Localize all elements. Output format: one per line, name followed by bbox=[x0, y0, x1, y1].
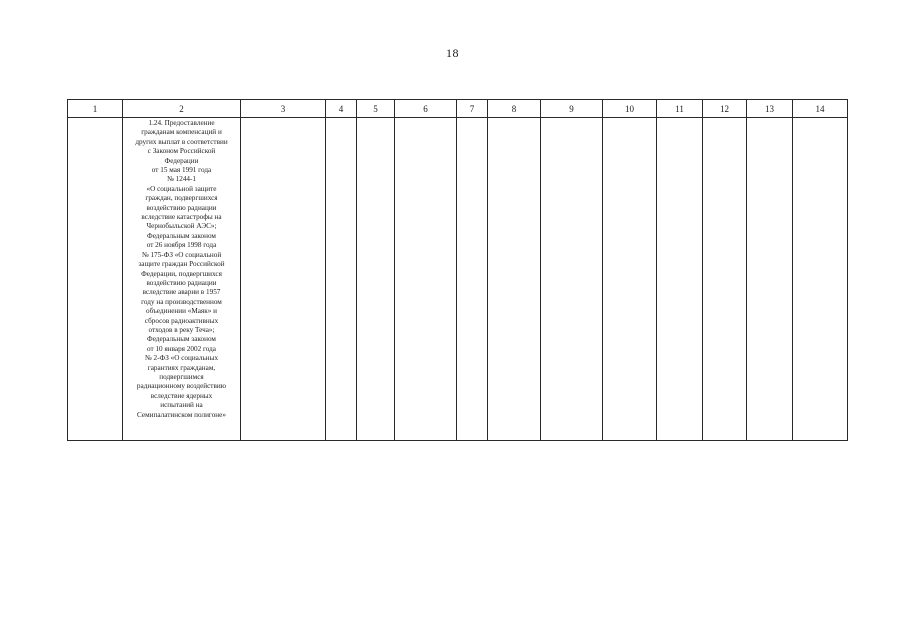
column-header-5: 5 bbox=[357, 100, 395, 118]
table-cell-col8 bbox=[488, 118, 541, 441]
column-header-1: 1 bbox=[68, 100, 123, 118]
table-cell-col7 bbox=[457, 118, 488, 441]
data-table bbox=[67, 99, 848, 441]
column-header-14: 14 bbox=[793, 100, 848, 118]
table-cell-col14 bbox=[793, 118, 848, 441]
column-header-11: 11 bbox=[657, 100, 703, 118]
table-cell-col5 bbox=[357, 118, 395, 441]
table-cell-col4 bbox=[326, 118, 357, 441]
table-row bbox=[68, 118, 848, 441]
column-header-13: 13 bbox=[747, 100, 793, 118]
column-header-3: 3 bbox=[241, 100, 326, 118]
table-cell-col12 bbox=[703, 118, 747, 441]
column-header-12: 12 bbox=[703, 100, 747, 118]
column-header-8: 8 bbox=[488, 100, 541, 118]
table-cell-col10 bbox=[603, 118, 657, 441]
column-header-2: 2 bbox=[123, 100, 241, 118]
table-cell-col1 bbox=[68, 118, 123, 441]
table-cell-col11 bbox=[657, 118, 703, 441]
column-header-9: 9 bbox=[541, 100, 603, 118]
column-header-4: 4 bbox=[326, 100, 357, 118]
column-header-7: 7 bbox=[457, 100, 488, 118]
column-header-10: 10 bbox=[603, 100, 657, 118]
table-cell-col6 bbox=[395, 118, 457, 441]
page-number: 18 bbox=[446, 46, 459, 60]
table-header-row bbox=[68, 100, 848, 118]
service-description: 1.24. Предоставление гражданам компенсаций и других выплат в соответствии с Законом Российской Федерации от 15 мая 1991 года № 1244-1 «О социальной защите граждан, подвергшихся воздействию радиации вследствие катастрофы на Чернобыльской АЭС»; Федеральным законом от 26 ноября 1998 года № 175-ФЗ «О социальной защите граждан Российской Федерации, подвергшихся воздействию радиации вследствие аварии в 1957 году на производственном объединении «Маяк» и сбросов радиоактивных отходов в реку Теча»; Федеральным законом от 10 января 2002 года № 2-ФЗ «О социальных гарантиях гражданам, подвергшимся радиационному воздействию вследствие ядерных испытаний на Семипалатинском полигоне» bbox=[135, 119, 228, 419]
table-cell-col2 bbox=[123, 118, 241, 441]
table-cell-col13 bbox=[747, 118, 793, 441]
table-cell-col3 bbox=[241, 118, 326, 441]
column-header-6: 6 bbox=[395, 100, 457, 118]
table-cell-col9 bbox=[541, 118, 603, 441]
